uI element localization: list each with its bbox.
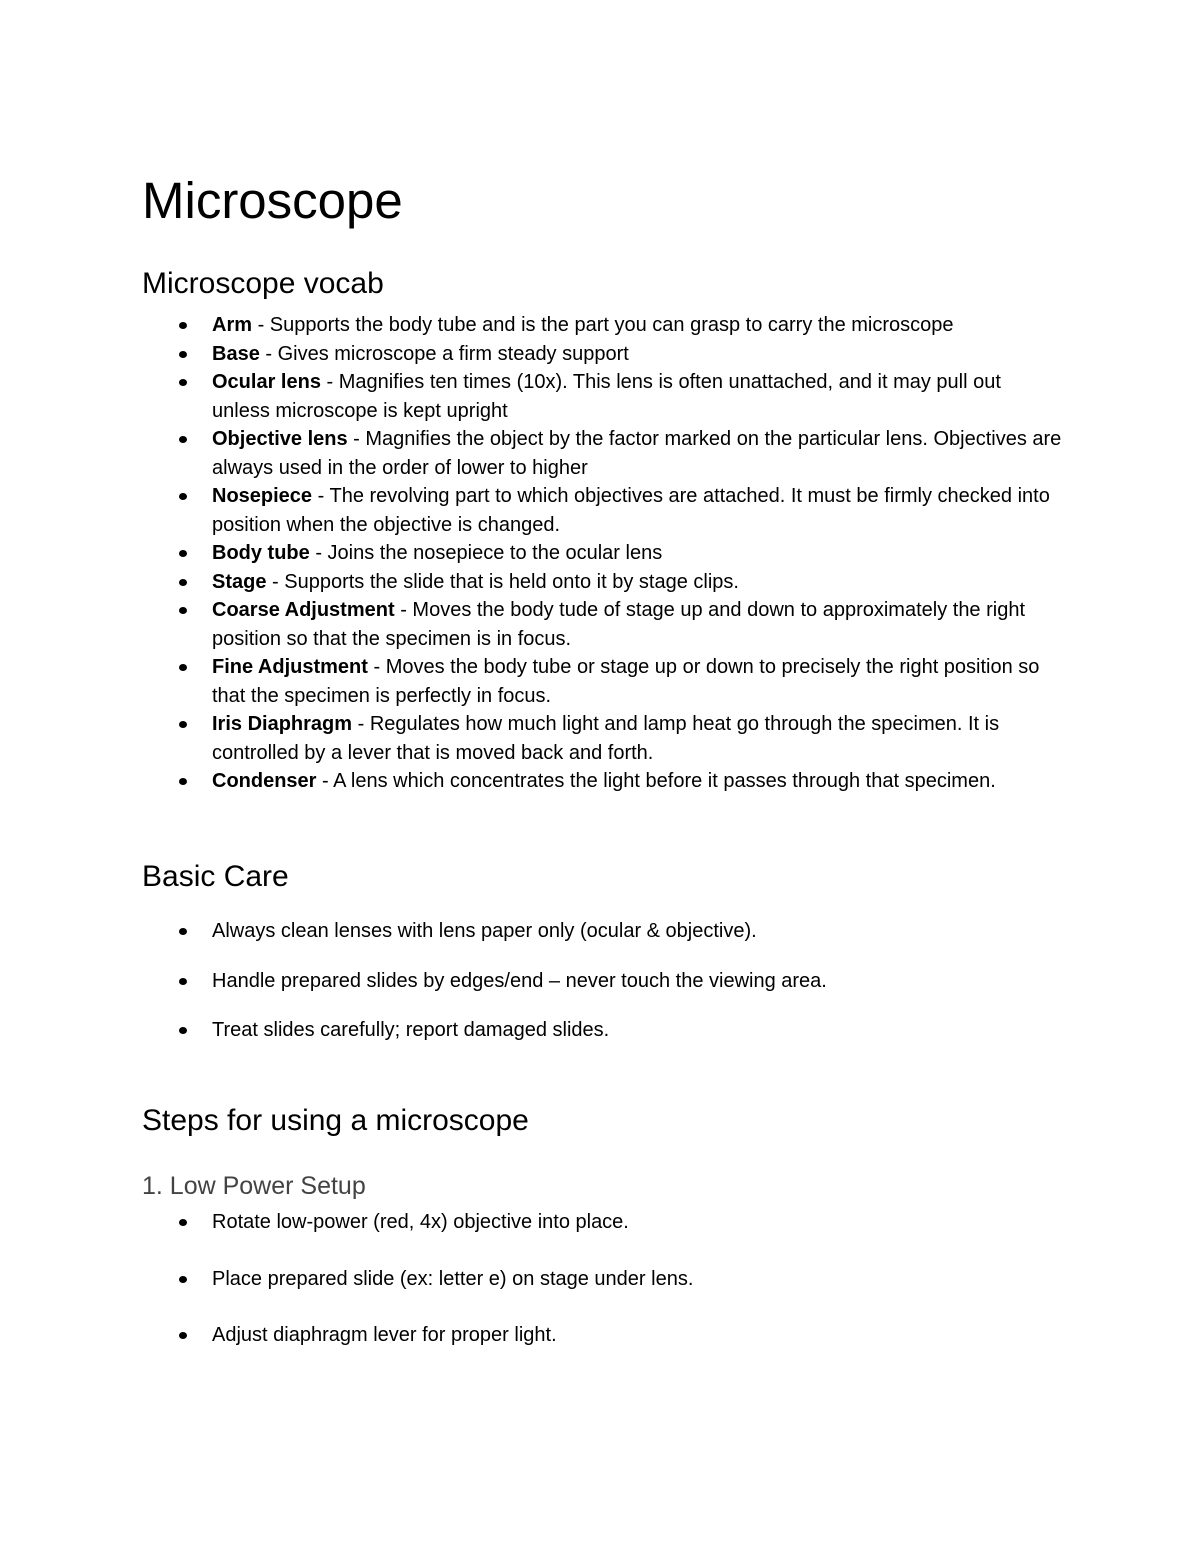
bullet-icon bbox=[179, 721, 187, 728]
bullet-icon bbox=[179, 928, 187, 935]
bullet-icon bbox=[179, 1027, 187, 1034]
bullet-icon bbox=[179, 978, 187, 985]
care-item-text: Handle prepared slides by edges/end – never touch the viewing area. bbox=[212, 969, 827, 992]
steps-subheading: 1. Low Power Setup bbox=[142, 1172, 366, 1200]
vocab-term: Iris Diaphragm bbox=[212, 713, 353, 735]
bullet-icon bbox=[179, 550, 187, 557]
vocab-term: Ocular lens bbox=[212, 371, 321, 393]
vocab-definition: - Joins the nosepiece to the ocular lens bbox=[309, 542, 663, 564]
vocab-definition: - Moves the body tube or stage up or down to precisely the right position so that the specimen is perfectly in focus. bbox=[212, 656, 1040, 707]
vocab-item bbox=[142, 539, 1062, 568]
vocab-definition: - Gives microscope a firm steady support bbox=[259, 342, 629, 365]
step-item-text: Adjust diaphragm lever for proper light. bbox=[212, 1324, 557, 1346]
vocab-definition: - A lens which concentrates the light before it passes through that specimen. bbox=[316, 770, 996, 792]
bullet-icon bbox=[179, 664, 187, 671]
bullet-icon bbox=[179, 607, 187, 614]
step-item bbox=[142, 1321, 1062, 1350]
bullet-icon bbox=[179, 1276, 187, 1283]
vocab-definition: - The revolving part to which objectives are attached. It must be firmly checked into position when the objective is changed. bbox=[212, 485, 1050, 536]
vocab-item bbox=[142, 340, 1062, 369]
step-item-text: Rotate low-power (red, 4x) objective into place. bbox=[212, 1211, 629, 1233]
vocab-item bbox=[142, 653, 1062, 710]
bullet-icon bbox=[179, 778, 187, 785]
vocab-definition: - Regulates how much light and lamp heat go through the specimen. It is controlled by a lever that is moved back and forth. bbox=[212, 713, 1000, 764]
bullet-icon bbox=[179, 493, 187, 500]
bullet-icon bbox=[179, 436, 187, 443]
vocab-item bbox=[142, 311, 1062, 340]
vocab-term: Base bbox=[212, 342, 260, 365]
care-item bbox=[142, 967, 1062, 996]
vocab-term: Body tube bbox=[212, 542, 310, 564]
vocab-definition: - Magnifies ten times (10x). This lens is often unattached, and it may pull out unless microscope is kept upright bbox=[212, 371, 1001, 422]
vocab-definition: - Magnifies the object by the factor marked on the particular lens. Objectives are always used in the order of lower to higher bbox=[212, 428, 1062, 479]
vocab-item bbox=[142, 767, 1062, 796]
step-item bbox=[142, 1208, 1062, 1237]
vocab-item bbox=[142, 368, 1062, 425]
step-item-text: Place prepared slide (ex: letter e) on stage under lens. bbox=[212, 1267, 694, 1290]
vocab-item bbox=[142, 596, 1062, 653]
vocab-item bbox=[142, 425, 1062, 482]
vocab-term: Nosepiece bbox=[212, 485, 313, 507]
care-item-text: Always clean lenses with lens paper only (ocular & objective). bbox=[212, 920, 757, 942]
bullet-icon bbox=[179, 322, 187, 329]
care-item bbox=[142, 917, 1062, 946]
vocab-item bbox=[142, 568, 1062, 597]
bullet-icon bbox=[179, 1332, 187, 1339]
bullet-icon bbox=[179, 351, 187, 358]
care-item bbox=[142, 1016, 1062, 1045]
document-title: Microscope bbox=[142, 172, 403, 229]
vocab-item bbox=[142, 710, 1062, 767]
vocab-item bbox=[142, 482, 1062, 539]
bullet-icon bbox=[179, 1219, 187, 1226]
vocab-term: Stage bbox=[212, 570, 267, 593]
vocab-term: Fine Adjustment bbox=[212, 656, 368, 678]
vocab-term: Condenser bbox=[212, 770, 317, 792]
step-item bbox=[142, 1265, 1062, 1294]
vocab-definition: - Supports the slide that is held onto it by stage clips. bbox=[266, 570, 739, 593]
vocab-term: Coarse Adjustment bbox=[212, 599, 395, 621]
steps-heading: Steps for using a microscope bbox=[142, 1104, 529, 1137]
vocab-definition: - Moves the body tude of stage up and down to approximately the right position so that the specimen is in focus. bbox=[212, 599, 1026, 650]
vocab-list bbox=[142, 311, 1062, 796]
bullet-icon bbox=[179, 379, 187, 386]
steps-list bbox=[142, 1208, 1062, 1378]
vocab-heading: Microscope vocab bbox=[142, 267, 384, 300]
vocab-definition: - Supports the body tube and is the part you can grasp to carry the microscope bbox=[252, 314, 954, 336]
vocab-term: Arm bbox=[212, 314, 253, 336]
bullet-icon bbox=[179, 579, 187, 586]
care-heading: Basic Care bbox=[142, 860, 289, 893]
care-item-text: Treat slides carefully; report damaged slides. bbox=[212, 1019, 610, 1041]
care-list bbox=[142, 917, 1062, 1066]
vocab-term: Objective lens bbox=[212, 428, 348, 450]
